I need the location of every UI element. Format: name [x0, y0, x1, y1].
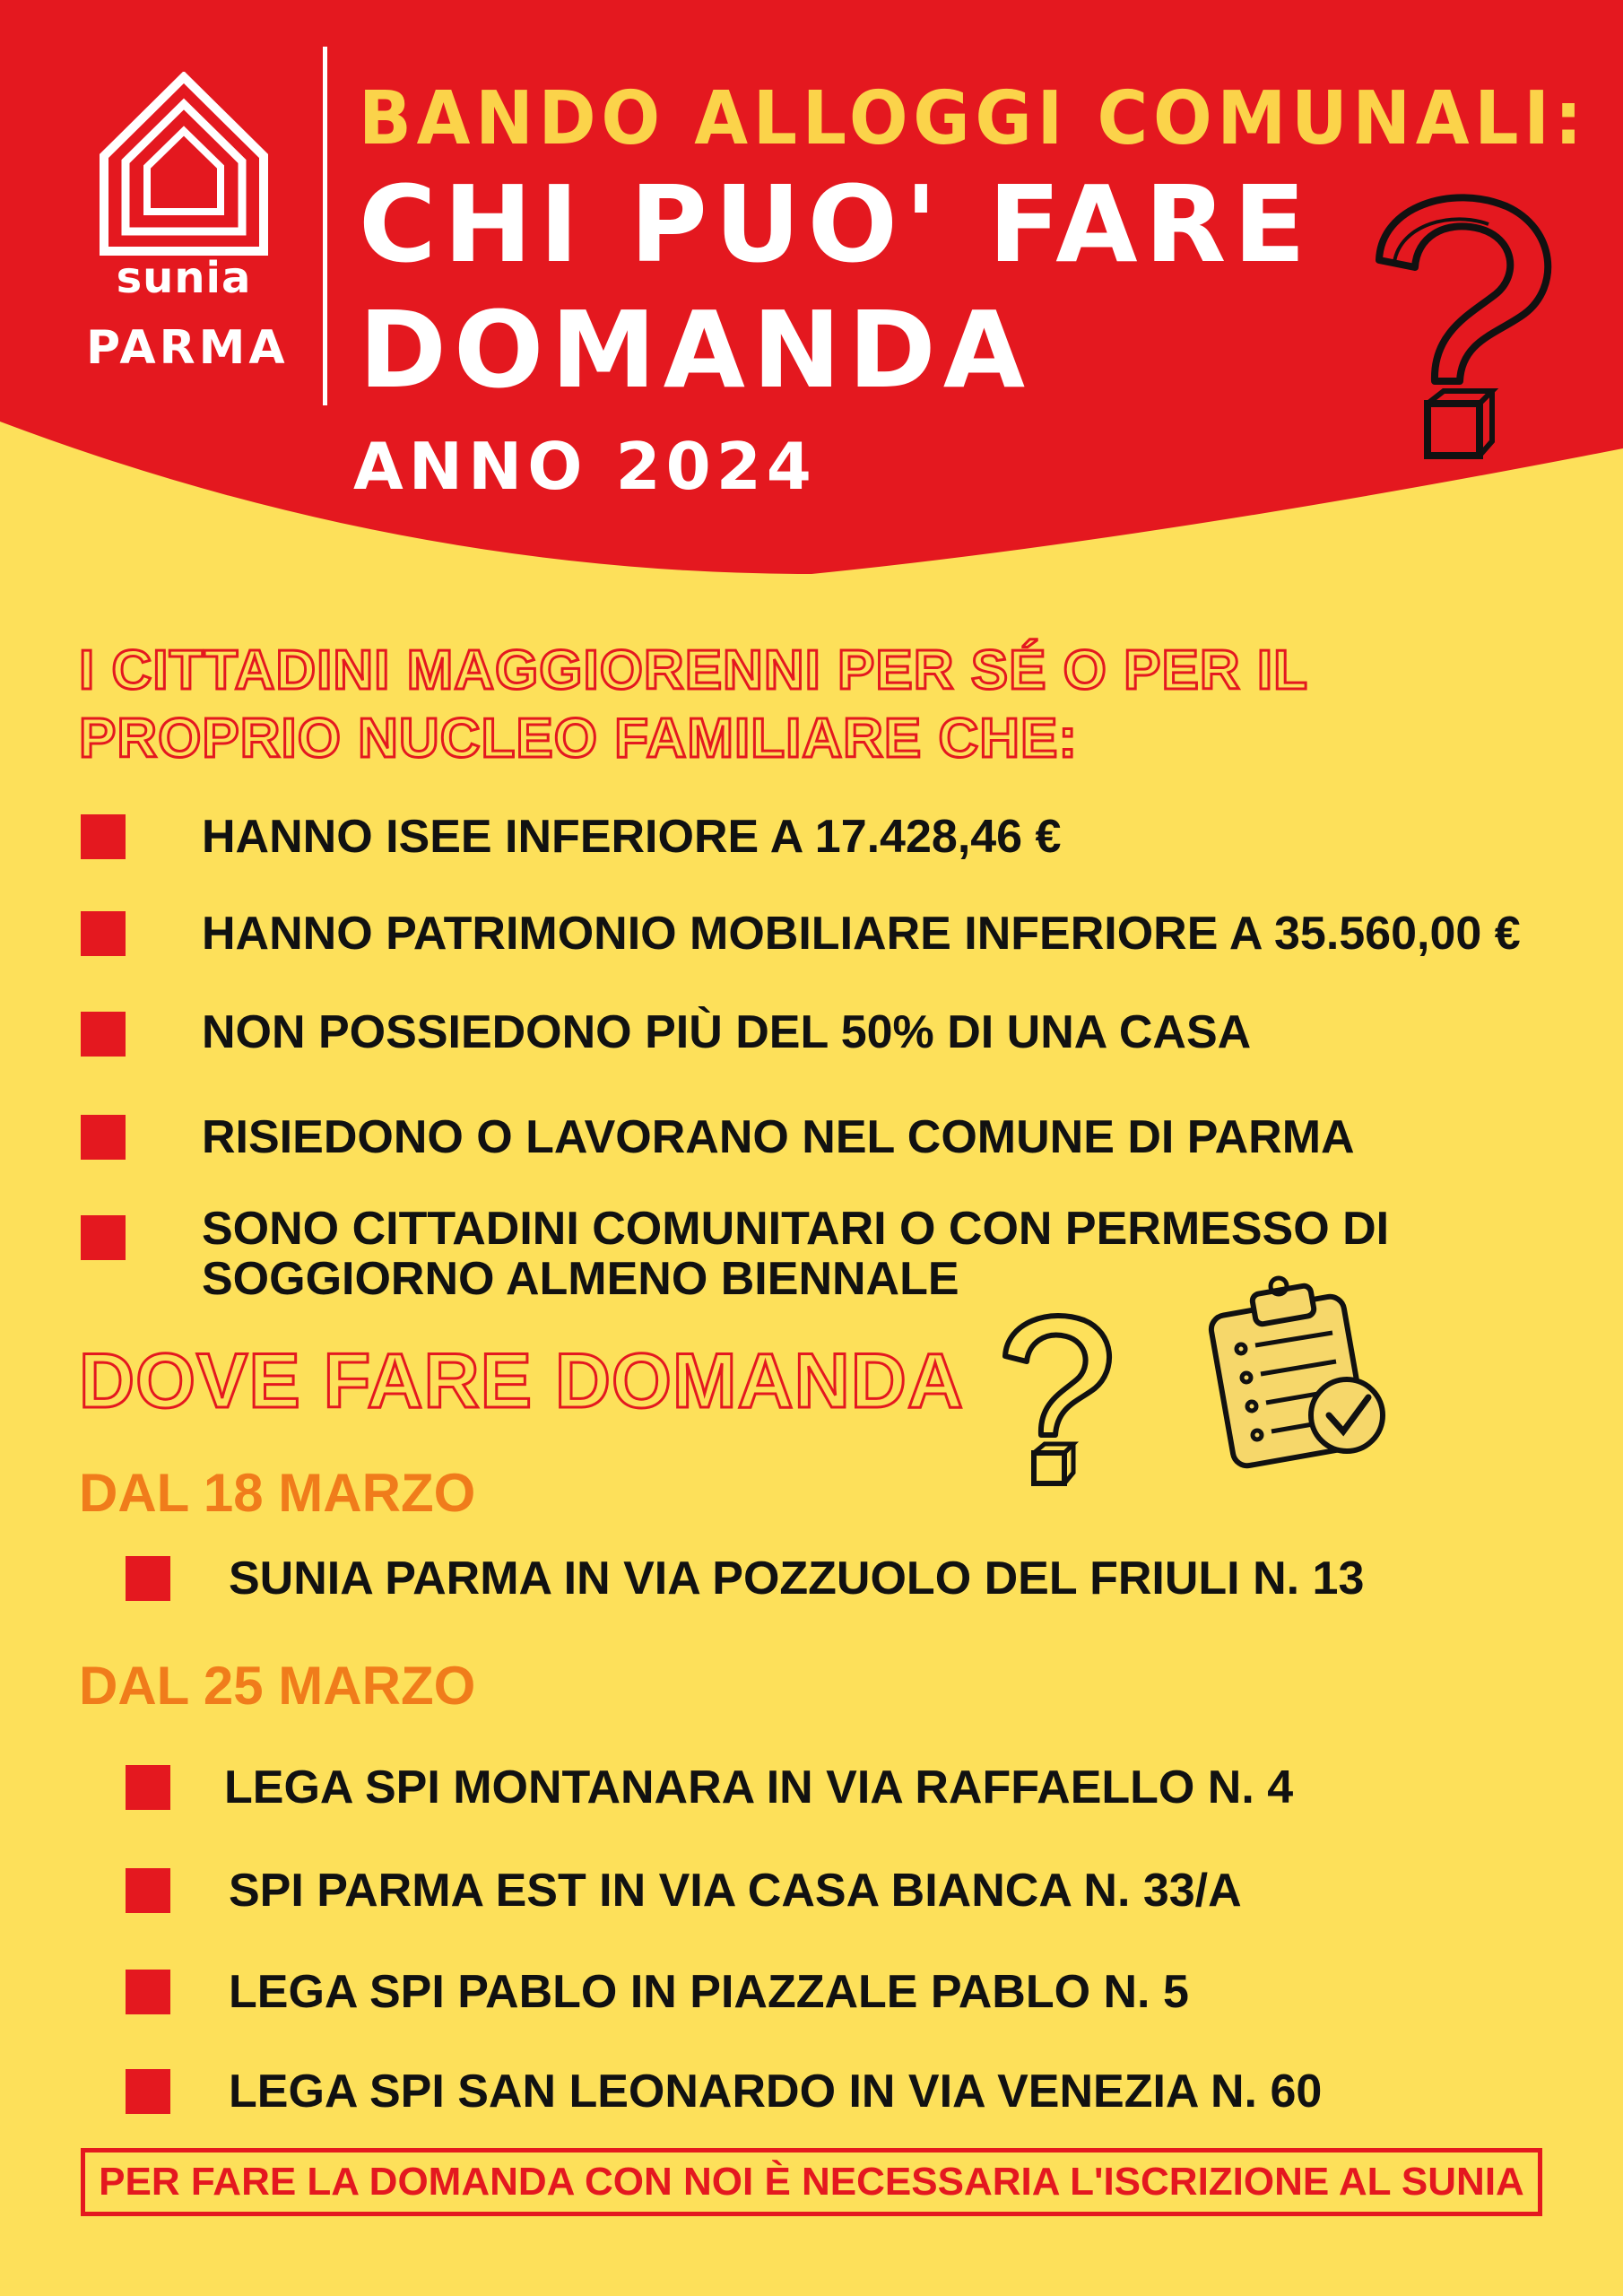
requirement-item-continued: SOGGIORNO ALMENO BIENNALE	[202, 1253, 959, 1305]
bullet-icon	[126, 2069, 170, 2114]
bullet-icon	[81, 1012, 126, 1057]
logo-brand-text: sunia	[116, 253, 252, 303]
intro-heading: I CITTADINI MAGGIORENNI PER SÉ O PER IL PROPRIO NUCLEO FAMILIARE CHE:	[79, 639, 1308, 770]
header-year: ANNO 2024	[353, 429, 817, 504]
bullet-icon	[81, 1115, 126, 1160]
bullet-icon	[126, 1556, 170, 1601]
bullet-icon	[126, 1765, 170, 1810]
where-heading: DOVE FARE DOMANDA	[79, 1338, 964, 1424]
requirement-item: NON POSSIEDONO PIÙ DEL 50% DI UNA CASA	[202, 1006, 1252, 1058]
header-divider	[323, 47, 327, 405]
requirement-item: HANNO ISEE INFERIORE A 17.428,46 €	[202, 811, 1062, 863]
location-item: LEGA SPI PABLO IN PIAZZALE PABLO N. 5	[229, 1966, 1189, 2018]
question-mark-icon	[1354, 188, 1560, 466]
question-mark-icon	[991, 1309, 1116, 1489]
bullet-icon	[81, 911, 126, 956]
requirement-item: RISIEDONO O LAVORANO NEL COMUNE DI PARMA	[202, 1111, 1355, 1163]
location-item: LEGA SPI MONTANARA IN VIA RAFFAELLO N. 4	[224, 1761, 1294, 1813]
bullet-icon	[126, 1970, 170, 2014]
location-item: SUNIA PARMA IN VIA POZZUOLO DEL FRIULI N. 13	[229, 1552, 1365, 1605]
date-heading-2: DAL 25 MARZO	[79, 1656, 476, 1716]
bullet-icon	[81, 814, 126, 859]
logo-city-text: PARMA	[86, 321, 289, 375]
membership-notice: PER FARE LA DOMANDA CON NOI È NECESSARIA L'ISCRIZIONE AL SUNIA	[81, 2148, 1542, 2216]
requirement-item: HANNO PATRIMONIO MOBILIARE INFERIORE A 35.560,00 €	[202, 908, 1521, 960]
header-title-line2: CHI PUO' FARE	[359, 162, 1314, 286]
requirement-item: SONO CITTADINI COMUNITARI O CON PERMESSO DI	[202, 1203, 1390, 1255]
date-heading-1: DAL 18 MARZO	[79, 1463, 476, 1523]
location-item: LEGA SPI SAN LEONARDO IN VIA VENEZIA N. 60	[229, 2066, 1323, 2118]
bullet-icon	[81, 1215, 126, 1260]
header-title-line1: BANDO ALLOGGI COMUNALI:	[359, 76, 1588, 161]
bullet-icon	[126, 1868, 170, 1913]
header-title-line3: DOMANDA	[359, 288, 1033, 412]
location-item: SPI PARMA EST IN VIA CASA BIANCA N. 33/A	[229, 1865, 1242, 1917]
clipboard-check-icon	[1202, 1274, 1399, 1471]
